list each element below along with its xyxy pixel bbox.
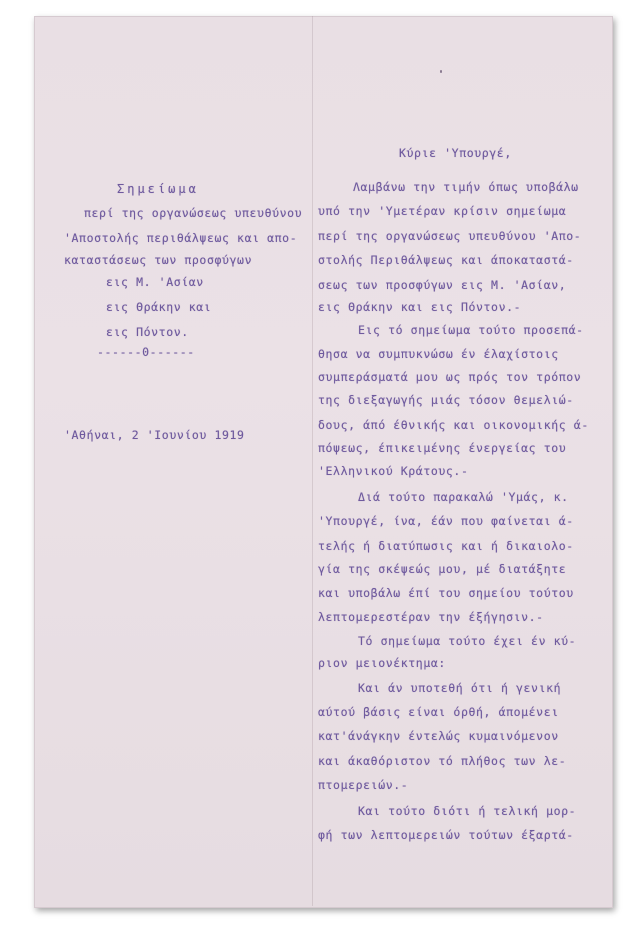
letter-line: Τό σημείωμα τούτο έχει έν κύ- xyxy=(358,634,577,648)
letter-line: τελής ή διατύπωσις και ή δικαιολο- xyxy=(318,539,574,553)
letter-line: πόψεως, έπικειμένης ένεργείας του xyxy=(318,441,567,455)
memo-subtitle-line: περί της οργανώσεως υπευθύνου xyxy=(84,206,303,220)
letter-line: και υποβάλω έπί του σημείου τούτου xyxy=(318,586,574,600)
memo-subtitle-line: 'Αποστολής περιθάλψεως και απο- xyxy=(64,231,298,245)
memo-subtitle-line: καταστάσεως των προσφύγων xyxy=(64,253,253,267)
letter-line: Λαμβάνω την τιμήν όπως υποβάλω xyxy=(353,180,579,194)
letter-line: υπό την 'Υμετέραν κρίσιν σημείωμα xyxy=(318,204,567,218)
memo-date: 'Αθήναι, 2 'Ιουνίου 1919 xyxy=(64,428,245,442)
letter-line: αύτού βάσις είναι όρθή, άπομένει xyxy=(318,705,559,719)
letter-line: θησα να συμπυκνώσω έν έλαχίστοις xyxy=(318,347,559,361)
letter-line: Εις τό σημείωμα τούτο προσεπά- xyxy=(358,323,584,337)
letter-line: γία της σκέψεώς μου, μέ διατάξητε xyxy=(318,562,567,576)
letter-line: πτομερειών.- xyxy=(318,778,409,792)
letter-line: κατ'άνάγκην έντελώς κυμαινόμενον xyxy=(318,729,559,743)
ink-spot xyxy=(440,70,442,73)
memo-divider: ------0------ xyxy=(97,345,195,359)
letter-line: δους, άπό έθνικής και οικονομικής ά- xyxy=(318,418,589,432)
letter-line: σεως των προσφύγων εις Μ. 'Ασίαν, xyxy=(318,278,567,292)
memo-subtitle-line: εις Θράκην και xyxy=(106,300,212,314)
letter-line: στολής Περιθάλψεως και άποκαταστά- xyxy=(318,253,574,267)
letter-line: λεπτομερεστέραν την έξήγησιν.- xyxy=(318,610,544,624)
letter-line: 'Ελληνικού Κράτους.- xyxy=(318,464,469,478)
memo-title: Σημείωμα xyxy=(117,182,199,196)
letter-line: εις Θράκην και εις Πόντον.- xyxy=(318,300,522,314)
memo-subtitle-line: εις Πόντον. xyxy=(106,325,189,339)
letter-line: 'Υπουργέ, ίνα, έάν που φαίνεται ά- xyxy=(318,514,574,528)
document-sheet xyxy=(34,16,613,908)
letter-line: ριον μειονέκτημα: xyxy=(318,656,446,670)
letter-line: της διεξαγωγής μιάς τόσον θεμελιώ- xyxy=(318,393,574,407)
letter-line: Και άν υποτεθή ότι ή γενική xyxy=(358,681,562,695)
salutation: Κύριε 'Υπουργέ, xyxy=(399,146,512,160)
paper-fold xyxy=(312,16,313,906)
letter-line: φή των λεπτομερειών τούτων έξαρτά- xyxy=(318,828,574,842)
letter-line: Και τούτο διότι ή τελική μορ- xyxy=(358,804,577,818)
memo-subtitle-line: εις Μ. 'Ασίαν xyxy=(106,275,204,289)
letter-line: συμπεράσματά μου ως πρός τον τρόπον xyxy=(318,370,582,384)
letter-line: Διά τούτο παρακαλώ 'Υμάς, κ. xyxy=(358,490,569,504)
letter-line: περί της οργανώσεως υπευθύνου 'Απο- xyxy=(318,229,582,243)
letter-line: και άκαθόριστον τό πλήθος των λε- xyxy=(318,754,567,768)
